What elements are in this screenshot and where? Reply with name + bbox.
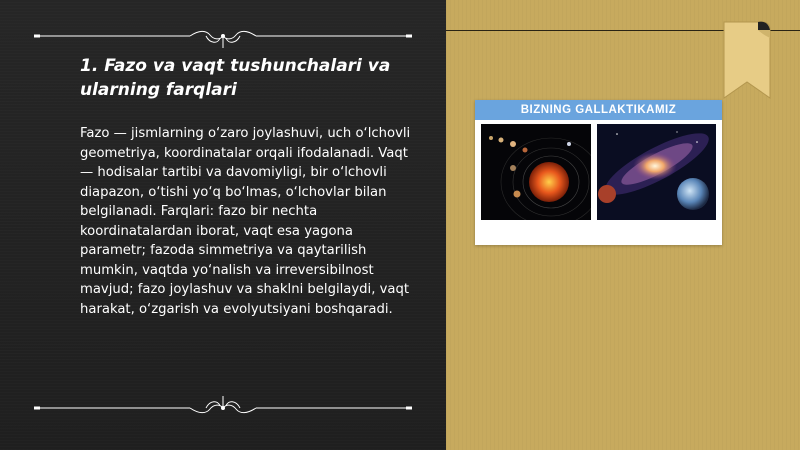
image-card-header: BIZNING GALLAKTIKAMIZ [475, 100, 722, 120]
galaxy-image-card [475, 100, 722, 245]
top-ornament-divider [34, 28, 412, 52]
caption-placeholder [483, 223, 513, 231]
bookmark-ribbon-icon [722, 18, 772, 100]
slide-title: 1. Fazo va vaqt tushunchalari va ularning farqlari [80, 56, 391, 100]
galaxy-picture [597, 124, 716, 220]
solar-system-picture [481, 124, 591, 220]
bottom-ornament-divider [34, 392, 412, 416]
slide-body-text: Fazo — jismlarning o‘zaro joylashuvi, uch o‘lchovli geometriya, koordinatalar orqali ifodalanadi. Vaqt — hodisalar tartibi va davomiyligi, bir o‘lchovli diapazon, o‘tishi yo‘q bo‘lmas, o‘lchovlar bilan belgilanadi. Farqlari: fazo bir nechta koordinatalardan iborat, vaqt esa yagona parametr; fazoda simmetriya va qaytarilish mumkin, vaqtda yo‘nalish va irreversibilnost mavjud; fazo joylashuv va shaklni belgilaydi, vaqt harakat, o‘zgarish va evolyutsiyani boshqaradi. [80, 126, 411, 317]
